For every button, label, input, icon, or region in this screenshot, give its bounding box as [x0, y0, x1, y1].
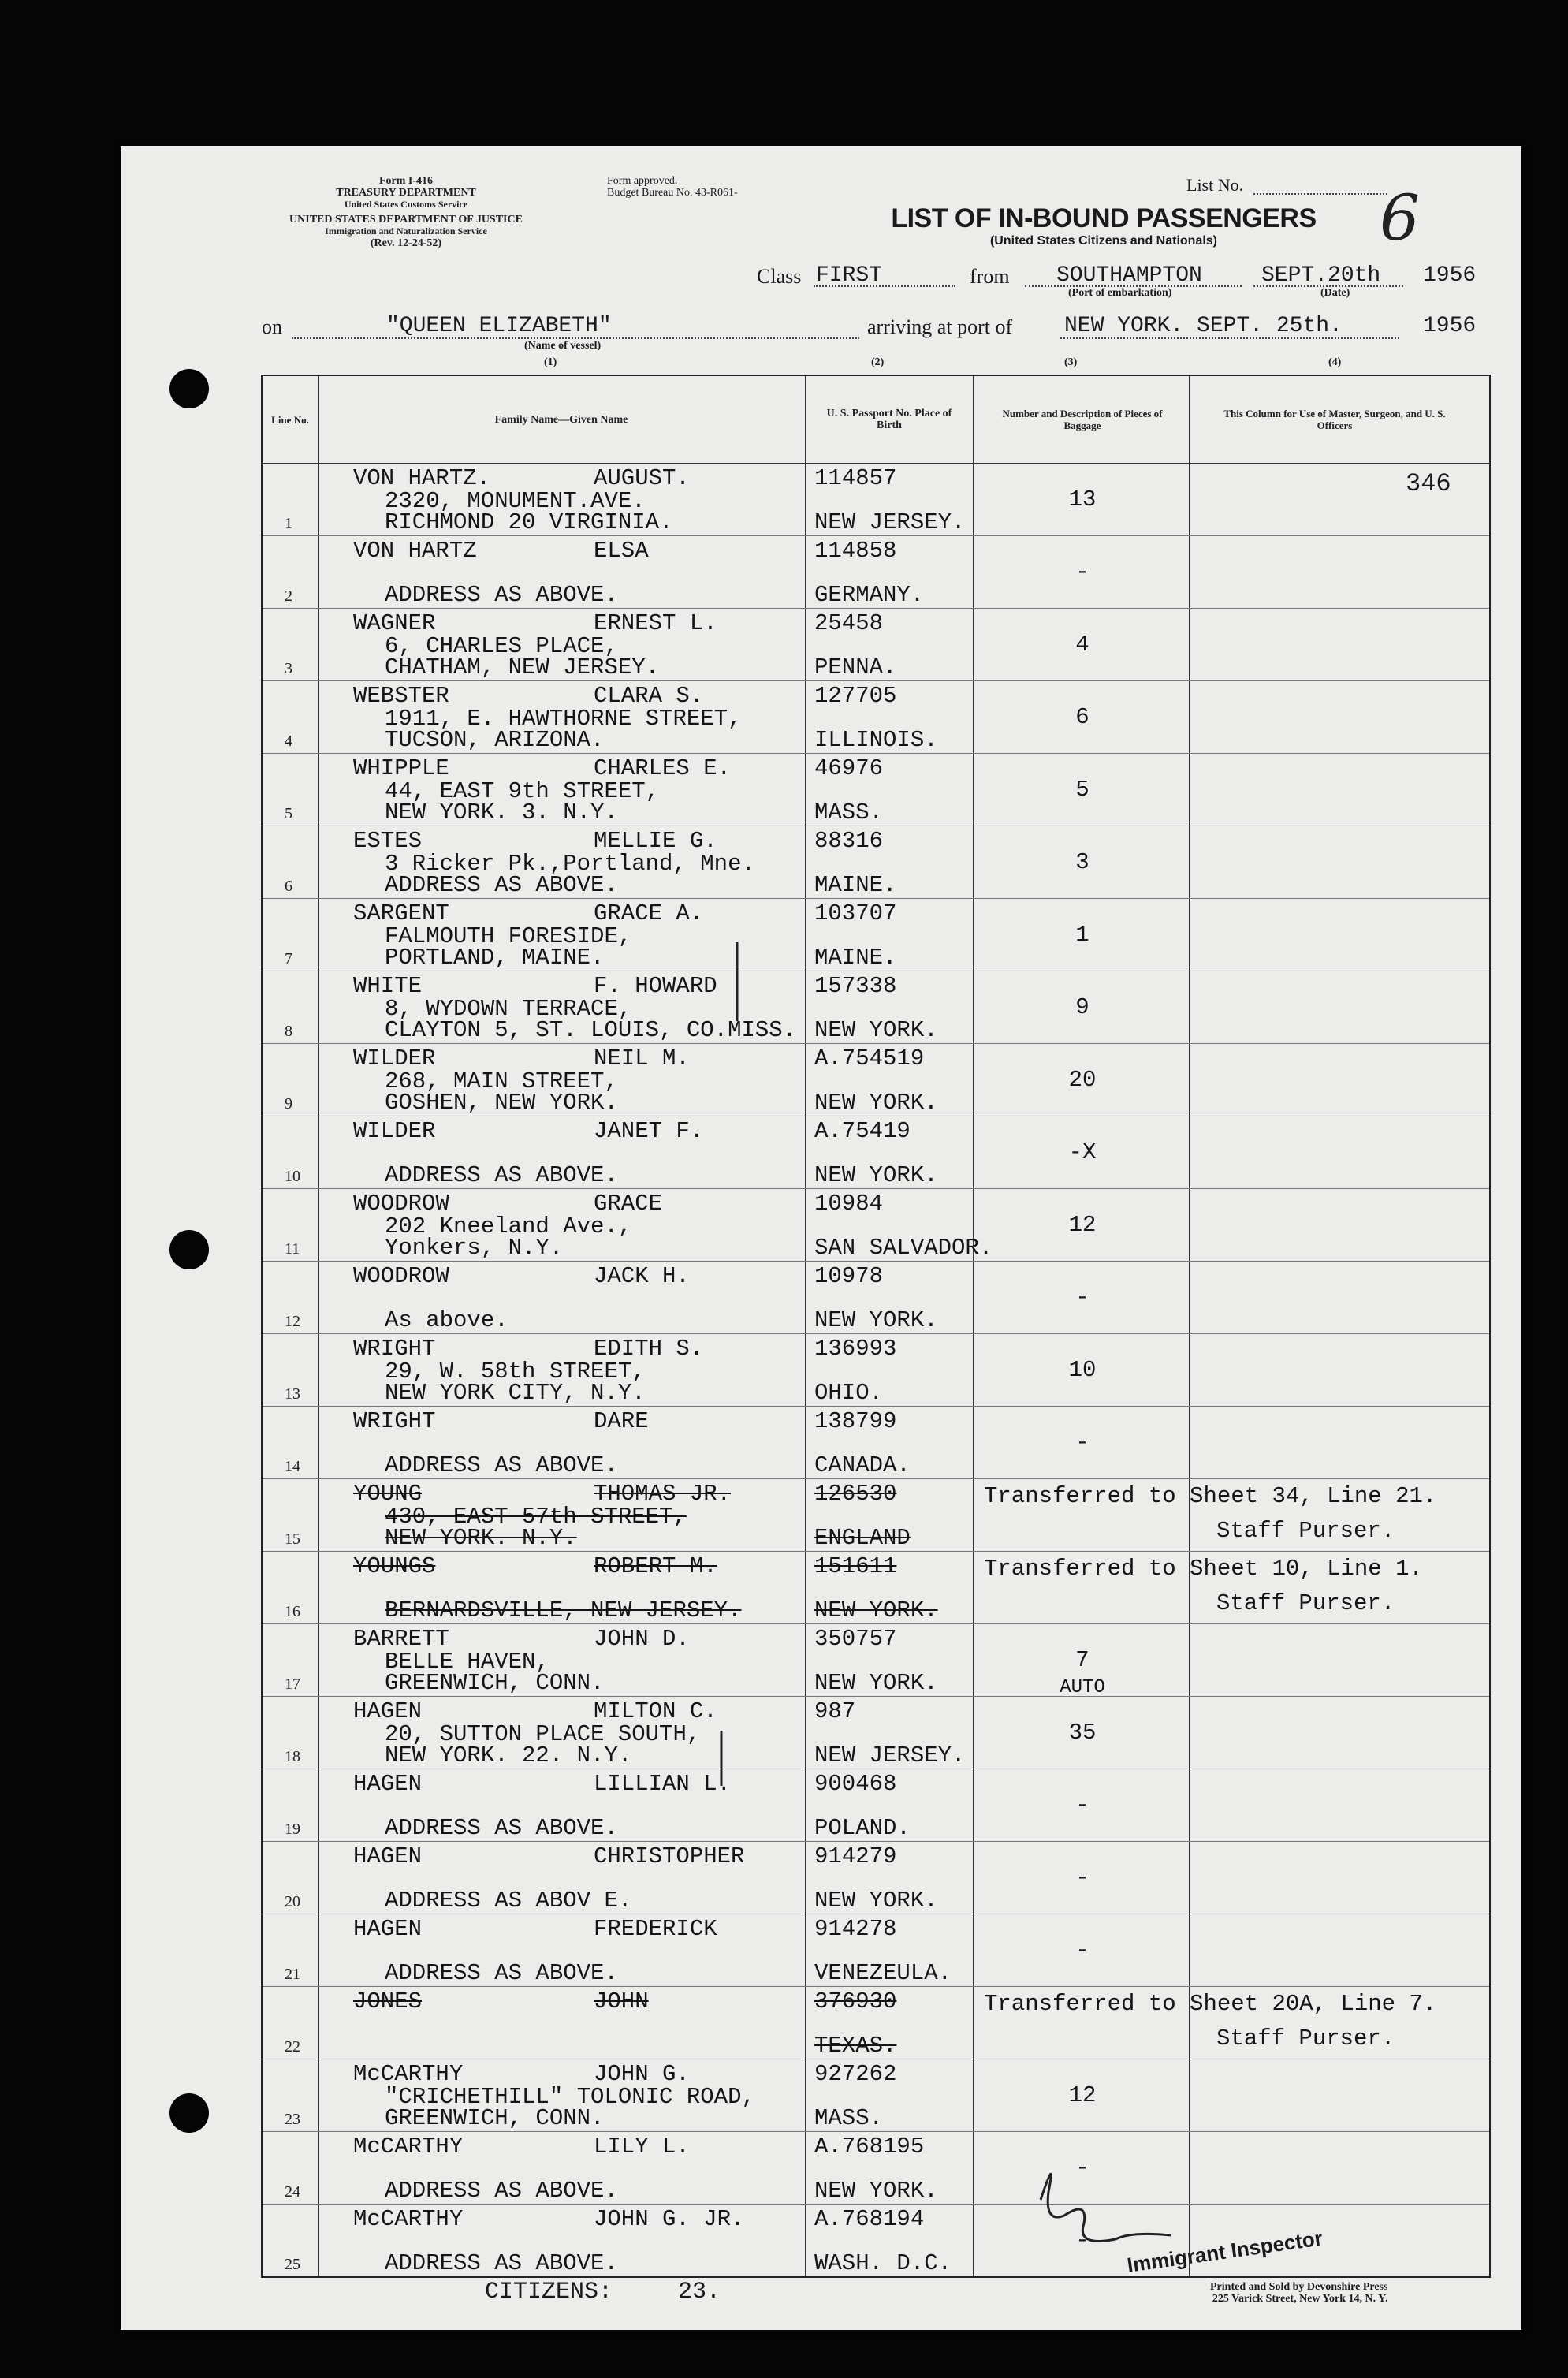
address-line-1: 2320, MONUMENT.AVE.: [385, 488, 646, 514]
address-line-1: 44, EAST 9th STREET,: [385, 778, 660, 804]
baggage-count: 13: [1068, 486, 1097, 512]
passport-number: 25458: [814, 610, 884, 636]
family-name: VON HARTZ.: [353, 465, 491, 491]
purser-note: Staff Purser.: [1216, 1590, 1395, 1616]
family-name: HAGEN: [353, 1698, 423, 1724]
place-of-birth: MASS.: [814, 2105, 884, 2131]
line-number: 23: [285, 2111, 300, 2128]
address-line-1: 3 Ricker Pk.,Portland, Mne.: [385, 851, 755, 877]
address-line-2: ADDRESS AS ABOVE.: [385, 582, 618, 608]
place-of-birth: MAINE.: [814, 945, 897, 971]
passport-number: 103707: [814, 900, 897, 926]
inspector-signature: [1041, 2174, 1171, 2241]
agency-justice: UNITED STATES DEPARTMENT OF JUSTICE: [289, 214, 523, 226]
transfer-note: Transferred to Sheet 34, Line 21.: [984, 1483, 1437, 1509]
baggage-count: 1: [1075, 922, 1089, 948]
line-number: 11: [285, 1240, 300, 1258]
passport-number: 114857: [814, 465, 897, 491]
given-name: DARE: [594, 1408, 649, 1434]
from-label: from: [970, 265, 1010, 288]
passport-number: A.768195: [814, 2134, 925, 2160]
line-number: 15: [285, 1530, 300, 1548]
family-name: WHITE: [353, 973, 423, 999]
col-num-2: (2): [871, 356, 885, 368]
address-line-2: GREENWICH, CONN.: [385, 2105, 605, 2131]
address-line-1: 1911, E. HAWTHORNE STREET,: [385, 706, 742, 732]
line-number: 20: [285, 1893, 300, 1910]
baggage-type: AUTO: [1060, 1677, 1105, 1698]
given-name: AUGUST.: [594, 465, 690, 491]
baggage-count: 3: [1075, 849, 1089, 875]
place-of-birth: NEW JERSEY.: [814, 1742, 966, 1769]
given-name: EDITH S.: [594, 1336, 704, 1362]
baggage-count: 4: [1075, 632, 1089, 658]
place-of-birth: NEW YORK.: [814, 1162, 938, 1188]
given-name: LILY L.: [594, 2134, 690, 2160]
given-name: ERNEST L.: [594, 610, 717, 636]
class-value: FIRST: [816, 263, 883, 288]
family-name: HAGEN: [353, 1843, 423, 1869]
line-number: 14: [285, 1458, 300, 1475]
passport-number: 914279: [814, 1843, 897, 1869]
place-of-birth: NEW YORK.: [814, 1888, 938, 1914]
given-name: GRACE A.: [594, 900, 704, 926]
arrival-port: NEW YORK. SEPT. 25th.: [1064, 314, 1343, 338]
line-number: 24: [285, 2183, 300, 2201]
address-line-2: GREENWICH, CONN.: [385, 1670, 605, 1696]
page-subtitle: (United States Citizens and Nationals): [989, 234, 1218, 248]
address-line-2: NEW YORK CITY, N.Y.: [385, 1380, 646, 1406]
date-caption: (Date): [1320, 287, 1350, 299]
address-line-2: ADDRESS AS ABOVE.: [385, 2178, 618, 2204]
printer-line-1: Printed and Sold by Devonshire Press: [1210, 2281, 1388, 2293]
family-name: SARGENT: [353, 900, 449, 926]
baggage-count: 12: [1068, 2082, 1097, 2108]
line-number: 9: [285, 1095, 292, 1113]
baggage-count: 20: [1068, 1067, 1097, 1093]
baggage-count: 9: [1075, 994, 1089, 1020]
address-line-2: TUCSON, ARIZONA.: [385, 727, 605, 753]
address-line-2: As above.: [385, 1307, 508, 1333]
place-of-birth: OHIO.: [814, 1380, 884, 1406]
inspector-stamp: Immigrant Inspector: [1125, 2226, 1324, 2277]
place-of-birth: SAN SALVADOR.: [814, 1235, 993, 1261]
place-of-birth: POLAND.: [814, 1815, 911, 1841]
family-name: YOUNGS: [353, 1553, 436, 1579]
address-line-1: 29, W. 58th STREET,: [385, 1359, 646, 1385]
passport-number: 46976: [814, 755, 884, 781]
family-name: VON HARTZ: [353, 538, 477, 564]
passport-number: 138799: [814, 1408, 897, 1434]
given-name: FREDERICK: [594, 1916, 717, 1942]
passport-number: 136993: [814, 1336, 897, 1362]
address-line-2: GOSHEN, NEW YORK.: [385, 1090, 618, 1116]
line-number: 25: [285, 2256, 300, 2273]
address-line-2: BERNARDSVILLE, NEW JERSEY.: [385, 1597, 742, 1623]
place-of-birth: ENGLAND: [814, 1525, 911, 1551]
family-name: WOODROW: [353, 1191, 449, 1217]
given-name: JANET F.: [594, 1118, 704, 1144]
line-number: 2: [285, 587, 292, 605]
col-header-name: Family Name—Given Name: [494, 413, 628, 426]
passport-number: 127705: [814, 683, 897, 709]
family-name: WOODROW: [353, 1263, 449, 1289]
passport-number: 927262: [814, 2061, 897, 2087]
passport-number: A.75419: [814, 1118, 911, 1144]
check-mark: [721, 942, 737, 1786]
given-name: ELSA: [594, 538, 649, 564]
given-name: NEIL M.: [594, 1046, 690, 1072]
col-header-baggage: Number and Description of Pieces of Baggage: [1002, 408, 1163, 431]
officer-note: 346: [1406, 469, 1451, 498]
line-number: 19: [285, 1821, 300, 1838]
purser-note: Staff Purser.: [1216, 1518, 1395, 1544]
passport-number: 900468: [814, 1771, 897, 1797]
line-number: 10: [285, 1168, 300, 1185]
budget-bureau-line: Budget Bureau No. 43-R061-: [607, 187, 738, 199]
line-number: 12: [285, 1313, 300, 1330]
given-name: LILLIAN L.: [594, 1771, 732, 1797]
given-name: CHRISTOPHER: [594, 1843, 745, 1869]
passport-number: 126530: [814, 1481, 897, 1507]
place-of-birth: MASS.: [814, 800, 884, 826]
address-line-2: NEW YORK. N.Y.: [385, 1525, 577, 1551]
given-name: MILTON C.: [594, 1698, 717, 1724]
place-of-birth: PENNA.: [814, 654, 897, 680]
address-line-2: RICHMOND 20 VIRGINIA.: [385, 509, 673, 535]
family-name: HAGEN: [353, 1916, 423, 1942]
address-line-1: BELLE HAVEN,: [385, 1649, 549, 1675]
given-name: JOHN G.: [594, 2061, 690, 2087]
vessel-name: "QUEEN ELIZABETH": [386, 314, 612, 338]
baggage-count: -: [1075, 1865, 1089, 1891]
address-line-2: ADDRESS AS ABOVE.: [385, 2250, 618, 2276]
baggage-count: -X: [1068, 1139, 1097, 1165]
place-of-birth: TEXAS.: [814, 2033, 897, 2059]
baggage-count: 6: [1075, 704, 1089, 730]
line-number: 3: [285, 660, 292, 677]
address-line-2: NEW YORK. 22. N.Y.: [385, 1742, 632, 1769]
address-line-2: ADDRESS AS ABOVE.: [385, 872, 618, 898]
family-name: ESTES: [353, 828, 423, 854]
family-name: WRIGHT: [353, 1408, 436, 1434]
on-label: on: [262, 315, 282, 338]
given-name: JACK H.: [594, 1263, 690, 1289]
address-line-2: ADDRESS AS ABOVE.: [385, 1815, 618, 1841]
address-line-2: ADDRESS AS ABOVE.: [385, 1960, 618, 1986]
line-number: 22: [285, 2038, 300, 2056]
arriving-label: arriving at port of: [867, 315, 1013, 338]
family-name: WILDER: [353, 1118, 436, 1144]
address-line-1: 8, WYDOWN TERRACE,: [385, 996, 632, 1022]
citizens-label: CITIZENS:: [485, 2279, 613, 2305]
passport-number: 88316: [814, 828, 884, 854]
passport-number: 114858: [814, 538, 897, 564]
baggage-count: 5: [1075, 777, 1089, 803]
passport-number: 10978: [814, 1263, 884, 1289]
embark-year: 1956: [1423, 263, 1477, 288]
family-name: HAGEN: [353, 1771, 423, 1797]
address-line-2: CLAYTON 5, ST. LOUIS, CO.MISS.: [385, 1017, 797, 1043]
printer-line-2: 225 Varick Street, New York 14, N. Y.: [1212, 2293, 1388, 2305]
line-number: 21: [285, 1966, 300, 1983]
passport-number: 151611: [814, 1553, 897, 1579]
place-of-birth: NEW YORK.: [814, 2178, 938, 2204]
place-of-birth: CANADA.: [814, 1452, 911, 1478]
arrival-year: 1956: [1423, 314, 1477, 338]
form-revision: (Rev. 12-24-52): [370, 237, 442, 249]
place-of-birth: NEW JERSEY.: [814, 509, 966, 535]
passport-number: A.768194: [814, 2206, 925, 2232]
citizens-count: 23.: [678, 2279, 721, 2305]
place-of-birth: NEW YORK.: [814, 1307, 938, 1333]
address-line-2: ADDRESS AS ABOVE.: [385, 1162, 618, 1188]
agency-ins: Immigration and Naturalization Service: [325, 226, 487, 237]
embark-date: SEPT.20th: [1261, 263, 1381, 288]
address-line-1: 430, EAST 57th STREET,: [385, 1504, 687, 1530]
address-line-2: Yonkers, N.Y.: [385, 1235, 564, 1261]
baggage-count: 7: [1075, 1647, 1089, 1673]
line-number: 8: [285, 1023, 292, 1040]
col-num-4: (4): [1328, 356, 1342, 368]
col-header-line-no: Line No.: [271, 413, 309, 426]
baggage-count: -: [1075, 1284, 1089, 1310]
address-line-1: "CRICHETHILL" TOLONIC ROAD,: [385, 2084, 755, 2110]
place-of-birth: NEW YORK.: [814, 1090, 938, 1116]
passport-number: 376930: [814, 1988, 897, 2015]
form-number: Form I-416: [378, 175, 434, 187]
agency-treasury: TREASURY DEPARTMENT: [336, 187, 476, 199]
baggage-count: 12: [1068, 1212, 1097, 1238]
given-name: CHARLES E.: [594, 755, 732, 781]
family-name: WEBSTER: [353, 683, 449, 709]
baggage-count: -: [1075, 1792, 1089, 1818]
passport-number: 914278: [814, 1916, 897, 1942]
passport-number: 10984: [814, 1191, 884, 1217]
col-header-passport: U. S. Passport No. Place of Birth: [826, 408, 952, 431]
baggage-count: 10: [1068, 1357, 1097, 1383]
given-name: JOHN D.: [594, 1626, 690, 1652]
family-name: WILDER: [353, 1046, 436, 1072]
line-number: 5: [285, 805, 292, 822]
list-no-label: List No.: [1186, 175, 1244, 195]
given-name: JOHN: [594, 1988, 649, 2015]
class-label: Class: [757, 265, 802, 288]
address-line-2: NEW YORK. 3. N.Y.: [385, 800, 618, 826]
line-number: 6: [285, 878, 292, 895]
transfer-note: Transferred to Sheet 10, Line 1.: [984, 1556, 1423, 1582]
approval-line: Form approved.: [607, 175, 678, 187]
port-caption: (Port of embarkation): [1068, 287, 1172, 299]
given-name: JOHN G. JR.: [594, 2206, 745, 2232]
family-name: JONES: [353, 1988, 423, 2015]
family-name: WRIGHT: [353, 1336, 436, 1362]
agency-customs: United States Customs Service: [344, 199, 468, 210]
address-line-2: PORTLAND, MAINE.: [385, 945, 605, 971]
place-of-birth: NEW YORK.: [814, 1670, 938, 1696]
family-name: WAGNER: [353, 610, 436, 636]
given-name: MELLIE G.: [594, 828, 717, 854]
line-number: 13: [285, 1385, 300, 1403]
baggage-count: -: [1075, 2227, 1089, 2253]
given-name: GRACE: [594, 1191, 663, 1217]
given-name: CLARA S.: [594, 683, 704, 709]
purser-note: Staff Purser.: [1216, 2026, 1395, 2052]
page-title: LIST OF IN-BOUND PASSENGERS: [891, 203, 1317, 233]
baggage-count: -: [1075, 1937, 1089, 1963]
family-name: McCARTHY: [353, 2206, 464, 2232]
address-line-1: 268, MAIN STREET,: [385, 1068, 618, 1094]
line-number: 18: [285, 1748, 300, 1765]
given-name: ROBERT M.: [594, 1553, 717, 1579]
baggage-count: -: [1075, 559, 1089, 585]
passport-number: 350757: [814, 1626, 897, 1652]
place-of-birth: VENEZEULA.: [814, 1960, 952, 1986]
list-no-value: 6: [1380, 181, 1420, 255]
address-line-2: ADDRESS AS ABOVE.: [385, 1452, 618, 1478]
place-of-birth: ILLINOIS.: [814, 727, 938, 753]
address-line-2: CHATHAM, NEW JERSEY.: [385, 654, 660, 680]
col-num-3: (3): [1064, 356, 1078, 368]
line-number: 1: [285, 515, 292, 532]
family-name: McCARTHY: [353, 2134, 464, 2160]
baggage-count: -: [1075, 1429, 1089, 1456]
family-name: WHIPPLE: [353, 755, 449, 781]
place-of-birth: WASH. D.C.: [814, 2250, 952, 2276]
passport-number: 157338: [814, 973, 897, 999]
place-of-birth: GERMANY.: [814, 582, 925, 608]
baggage-count: -: [1075, 2155, 1089, 2181]
family-name: YOUNG: [353, 1481, 423, 1507]
address-line-1: 20, SUTTON PLACE SOUTH,: [385, 1721, 701, 1747]
vessel-caption: (Name of vessel): [524, 340, 602, 352]
embark-port: SOUTHAMPTON: [1056, 263, 1202, 288]
family-name: McCARTHY: [353, 2061, 464, 2087]
given-name: F. HOWARD: [594, 973, 717, 999]
line-number: 4: [285, 732, 292, 750]
family-name: BARRETT: [353, 1626, 449, 1652]
baggage-count: 35: [1068, 1720, 1097, 1746]
line-number: 7: [285, 950, 292, 967]
transfer-note: Transferred to Sheet 20A, Line 7.: [984, 1991, 1437, 2017]
line-number: 17: [285, 1675, 300, 1693]
col-num-1: (1): [544, 356, 557, 368]
address-line-1: 202 Kneeland Ave.,: [385, 1213, 632, 1239]
given-name: THOMAS JR.: [594, 1481, 732, 1507]
address-line-2: ADDRESS AS ABOV E.: [385, 1888, 632, 1914]
passport-number: A.754519: [814, 1046, 925, 1072]
address-line-1: 6, CHARLES PLACE,: [385, 633, 618, 659]
passport-number: 987: [814, 1698, 856, 1724]
address-line-1: FALMOUTH FORESIDE,: [385, 923, 632, 949]
line-number: 16: [285, 1603, 300, 1620]
col-header-officers: This Column for Use of Master, Surgeon, and U. S. Officers: [1223, 408, 1446, 431]
place-of-birth: NEW YORK.: [814, 1017, 938, 1043]
place-of-birth: NEW YORK.: [814, 1597, 938, 1623]
place-of-birth: MAINE.: [814, 872, 897, 898]
